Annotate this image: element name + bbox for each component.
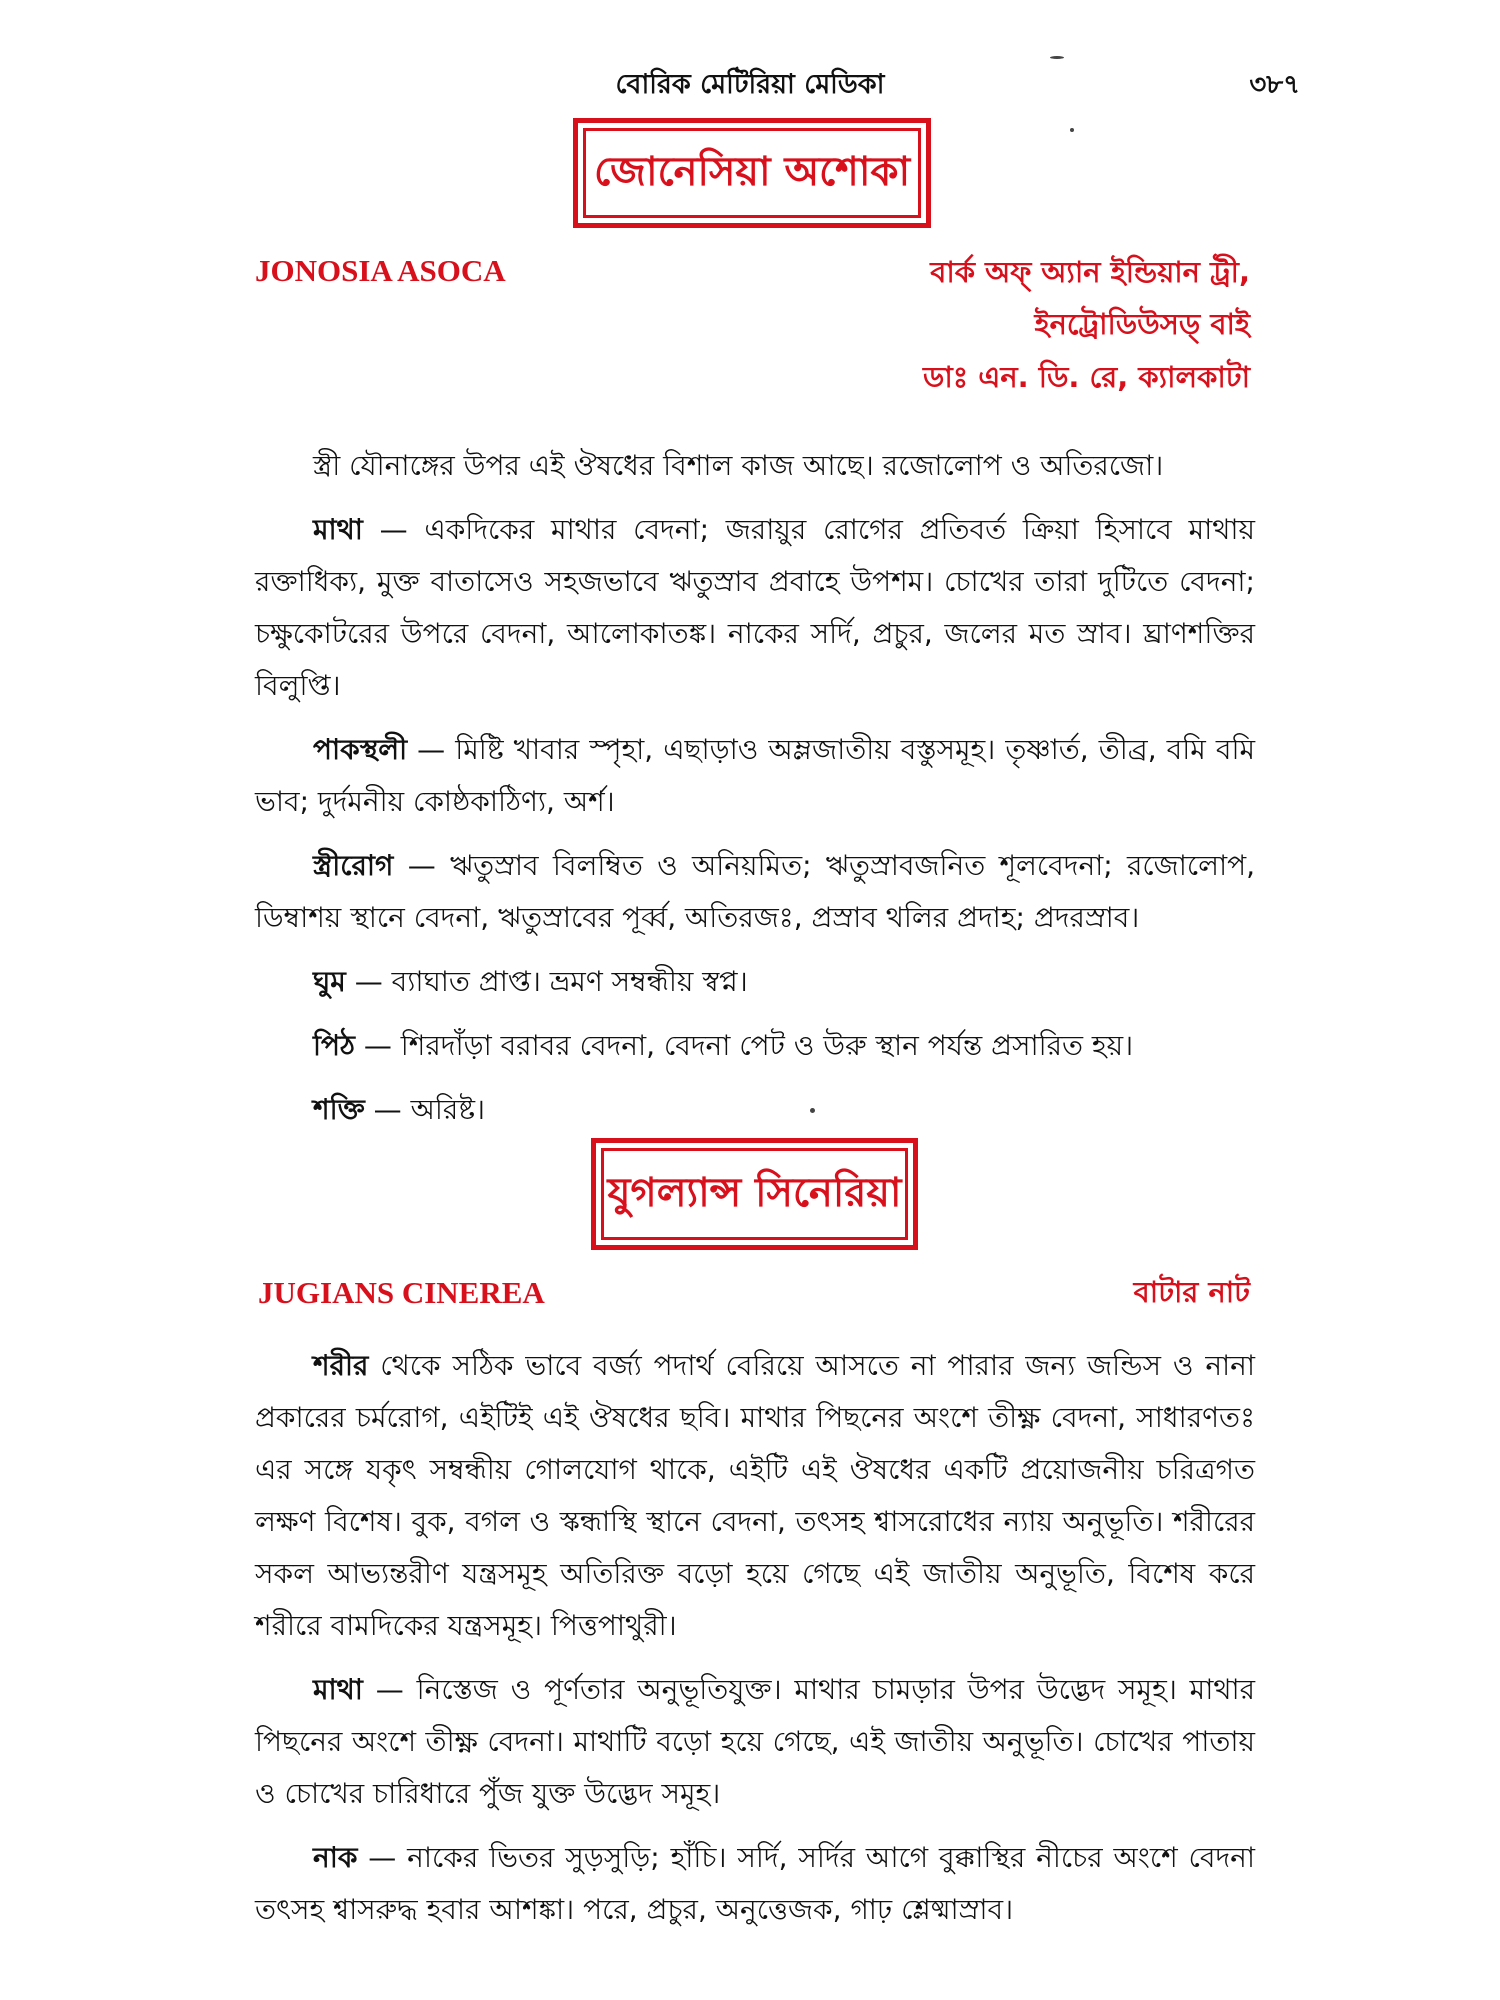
paragraph-text: — একদিকের মাথার বেদনা; জরায়ুর রোগের প্রতিবর্ত ক্রিয়া হিসাবে মাথায় রক্তাধিক্য, মুক্ত বাতাসেও সহজভাবে ঋতুস্রাব প্রবাহে উপশম। চোখের তারা দুটিতে বেদনা; চক্ষুকোটরের উপরে বেদনা, আলোকাতঙ্ক। নাকের সর্দি, প্রচুর, জলের মত স্রাব। ঘ্রাণশক্তির বিলুপ্তি। — [255, 513, 1255, 702]
remedy-source-line: ডাঃ এন. ডি. রে, ক্যালকাটা — [922, 360, 1250, 394]
paragraph-text: — অরিষ্ট। — [364, 1093, 486, 1126]
paragraph-head — [255, 504, 1255, 712]
paragraph-nose — [255, 1832, 1255, 1936]
paragraph-back — [255, 1020, 1255, 1072]
paragraph-heading: শক্তি — [313, 1093, 365, 1126]
remedy-title-box — [591, 1138, 918, 1250]
paragraph-heading: শরীর — [313, 1349, 369, 1382]
remedy-source-line: ইনট্রোডিউসড্ বাই — [1034, 307, 1250, 341]
paragraph-potency — [255, 1084, 1255, 1136]
paragraph-heading: পাকস্থলী — [313, 733, 408, 766]
print-speck — [1050, 56, 1064, 59]
paragraph-heading: মাথা — [313, 1673, 363, 1706]
paragraph-sleep — [255, 956, 1255, 1008]
remedy-title-bengali: যুগল্যান্স সিনেরিয়া — [601, 1148, 908, 1240]
paragraph-head — [255, 1664, 1255, 1820]
paragraph-heading: স্ত্রীরোগ — [313, 849, 394, 882]
paragraph-intro — [255, 440, 1255, 492]
remedy-latin-name: JUGIANS CINEREA — [258, 1275, 545, 1310]
paragraph-text: থেকে সঠিক ভাবে বর্জ্য পদার্থ বেরিয়ে আসতে না পারার জন্য জন্ডিস ও নানা প্রকারের চর্মরোগ, এইটিই এই ঔষধের ছবি। মাথার পিছনের অংশে তীক্ষ্ণ বেদনা, সাধারণতঃ এর সঙ্গে যকৃৎ সম্বন্ধীয় গোলযোগ থাকে, এইটি এই ঔষধের একটি প্রয়োজনীয় চরিত্রগত লক্ষণ বিশেষ। বুক, বগল ও স্কন্ধাস্থি স্থানে বেদনা, তৎসহ শ্বাসরোধের ন্যায় অনুভূতি। শরীরের সকল আভ্যন্তরীণ যন্ত্রসমূহ অতিরিক্ত বড়ো হয়ে গেছে এই জাতীয় অনুভূতি, বিশেষ করে শরীরে বামদিকের যন্ত্রসমূহ। পিত্তপাথুরী। — [255, 1349, 1255, 1642]
paragraph-female — [255, 840, 1255, 944]
paragraph-heading: পিঠ — [313, 1029, 355, 1062]
paragraph-intro — [255, 1340, 1255, 1652]
paragraph-text: — ঋতুস্রাব বিলম্বিত ও অনিয়মিত; ঋতুস্রাবজনিত শূলবেদনা; রজোলোপ, ডিম্বাশয় স্থানে বেদনা, ঋতুস্রাবের পূর্ব্ব, অতিরজঃ, প্রস্রাব থলির প্রদাহ; প্রদরস্রাব। — [255, 849, 1255, 934]
remedy-title-bengali: জোনেসিয়া অশোকা — [583, 128, 921, 218]
remedy-description — [255, 1340, 1255, 1948]
remedy-source-line: বার্ক অফ্ অ্যান ইন্ডিয়ান ট্রী, — [930, 255, 1250, 289]
paragraph-heading: নাক — [313, 1841, 358, 1874]
paragraph-text: — শিরদাঁড়া বরাবর বেদনা, বেদনা পেট ও উরু স্থান পর্যন্ত প্রসারিত হয়। — [354, 1029, 1134, 1062]
remedy-latin-name: JONOSIA ASOCA — [255, 253, 506, 288]
remedy-source-line: বাটার নাট — [1133, 1275, 1250, 1309]
paragraph-stomach — [255, 724, 1255, 828]
remedy-description — [255, 440, 1255, 1148]
page-number: ৩৮৭ — [1249, 70, 1300, 100]
paragraph-text: স্ত্রী যৌনাঙ্গের উপর এই ঔষধের বিশাল কাজ আছে। রজোলোপ ও অতিরজো। — [313, 449, 1164, 482]
paragraph-text: — নাকের ভিতর সুড়সুড়ি; হাঁচি। সর্দি, সর্দির আগে বুক্কাস্থির নীচের অংশে বেদনা তৎসহ শ্বাসরুদ্ধ হবার আশঙ্কা। পরে, প্রচুর, অনুত্তেজক, গাঢ় শ্লেষ্মাস্রাব। — [255, 1841, 1255, 1926]
remedy-title-box — [573, 118, 931, 228]
paragraph-text: — ব্যাঘাত প্রাপ্ত। ভ্রমণ সম্বন্ধীয় স্বপ্ন। — [345, 965, 748, 998]
paragraph-heading: মাথা — [313, 513, 363, 546]
paragraph-text: — মিষ্টি খাবার স্পৃহা, এছাড়াও অম্লজাতীয় বস্তুসমূহ। তৃষ্ণার্ত, তীব্র, বমি বমি ভাব; দুর্দমনীয় কোষ্ঠকাঠিণ্য, অর্শ। — [255, 733, 1255, 818]
print-speck — [1070, 128, 1074, 132]
paragraph-heading: ঘুম — [313, 965, 346, 998]
running-title: বোরিক মেটিরিয়া মেডিকা — [615, 69, 885, 100]
paragraph-text: — নিস্তেজ ও পূর্ণতার অনুভূতিযুক্ত। মাথার চামড়ার উপর উদ্ভেদ সমূহ। মাথার পিছনের অংশে তীক্ষ্ণ বেদনা। মাথাটি বড়ো হয়ে গেছে, এই জাতীয় অনুভূতি। চোখের পাতায় ও চোখের চারিধারে পুঁজ যুক্ত উদ্ভেদ সমূহ। — [255, 1673, 1255, 1810]
